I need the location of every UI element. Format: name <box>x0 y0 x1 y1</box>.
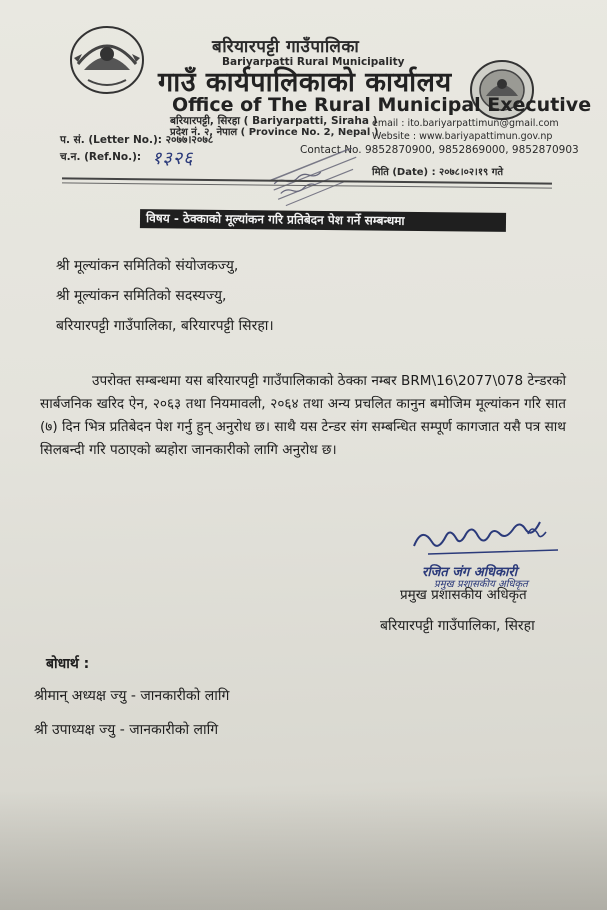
signatory-title: प्रमुख प्रशासकीय अधिकृत <box>400 587 527 603</box>
municipality-name-english: Bariyarpatti Rural Municipality <box>222 56 405 68</box>
addressee-line: बरियारपट्टी गाउँपालिका, बरियारपट्टी सिरहा। <box>56 318 274 334</box>
letter-body-text: उपरोक्त सम्बन्धमा यस बरियारपट्टी गाउँपालिकाको ठेक्का नम्बर BRM\16\2077\078 टेन्डरको सार्बजनिक खरिद ऐन, २०६३ तथा नियमावली, २०६४ तथा अन्य प्रचलित कानुन बमोजिम मूल्यांकन गरि सात (७) दिन भित्र प्रतिबेदन पेश गर्नु हुन् अनुरोध छ। साथै यस टेन्डर संग सम्बन्धित सम्पूर्ण कागजात यसै पत्र साथ सिलबन्दी गरि पठाएको ब्यहोरा जानकारीको लागि अनुरोध छ। <box>40 373 566 458</box>
addressee-line: श्री मूल्यांकन समितिको सदस्यज्यु, <box>56 288 227 304</box>
office-stamp <box>262 148 366 208</box>
addressee-line: श्री मूल्यांकन समितिको संयोजकज्यु, <box>56 258 239 274</box>
reference-number-label: च.न. (Ref.No.): <box>60 151 142 163</box>
signatory-title-stamp: प्रमुख प्रशासकीय अधिकृत <box>434 579 528 590</box>
office-name-devanagari: गाउँ कार्यपालिकाको कार्यालय <box>158 67 452 98</box>
address-line-1: बरियारपट्टी, सिरहा ( Bariyarpatti, Siraha ) <box>170 115 378 127</box>
cc-line: श्रीमान् अध्यक्ष ज्यु - जानकारीको लागि <box>34 688 230 704</box>
municipality-name-devanagari: बरियारपट्टी गाउँपालिका <box>212 37 360 57</box>
email-text: email : ito.bariyarpattimun@gmail.com <box>372 118 559 129</box>
reference-number-handwritten: १३२६ <box>152 148 194 169</box>
signatory-name: रजित जंग अधिकारी <box>422 565 518 580</box>
date-text: मिति (Date) : २०७८।०२।१९ गते <box>372 167 504 178</box>
signature-scribble <box>408 520 568 564</box>
signatory-office: बरियारपट्टी गाउँपालिका, सिरहा <box>380 618 535 634</box>
office-name-english: Office of The Rural Municipal Executive <box>172 94 592 116</box>
address-line-2: प्रदेश नं. २, नेपाल ( Province No. 2, Nepal ) <box>170 127 379 138</box>
letter-body <box>40 370 566 462</box>
nepal-emblem-seal <box>68 24 146 96</box>
website-text: Website : www.bariyapattimun.gov.np <box>372 131 553 142</box>
letter-number: प. सं. (Letter No.): २०७७।२०७८ <box>60 134 214 146</box>
contact-numbers: Contact No. 9852870900, 9852869000, 9852870903 <box>300 144 579 156</box>
cc-heading: बोधार्थ : <box>46 656 90 672</box>
cc-line: श्री उपाध्यक्ष ज्यु - जानकारीको लागि <box>34 722 219 738</box>
subject-banner: विषय - ठेक्काको मूल्यांकन गरि प्रतिबेदन पेश गर्ने सम्बन्धमा <box>140 209 506 232</box>
